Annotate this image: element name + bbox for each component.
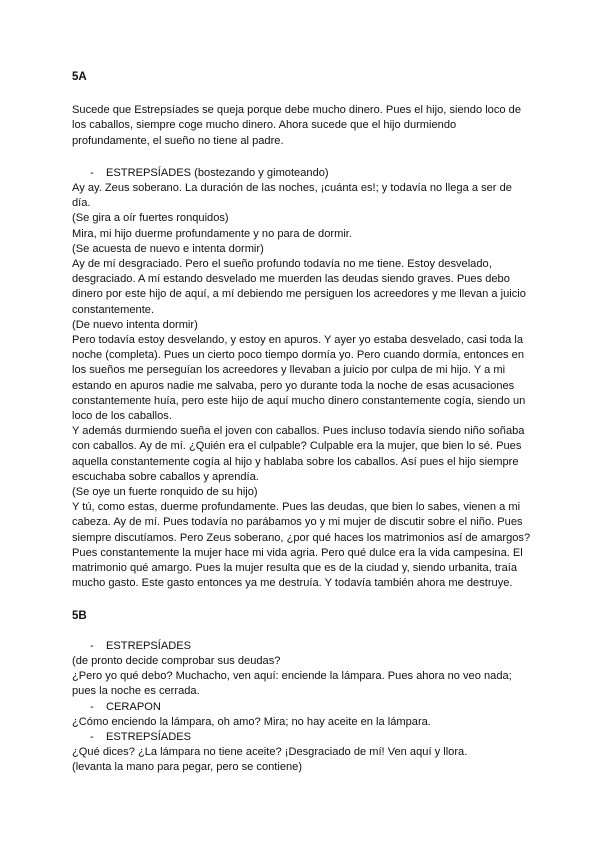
section-5a-intro: Sucede que Estrepsíades se queja porque debe mucho dinero. Pues el hijo, siendo loco de los caballos, siempre coge mucho dinero. Ahora sucede que el hijo durmiendo profundamente, el sueño no tiene al padre. bbox=[72, 104, 521, 147]
speaker-estrepsiades-2 bbox=[72, 639, 532, 654]
stage-direction: (levanta la mano para pegar, pero se contiene) bbox=[72, 761, 303, 774]
speaker-cerapon bbox=[72, 700, 532, 715]
dialogue-line: Mira, mi hijo duerme profundamente y no para de dormir. bbox=[72, 227, 352, 240]
section-5b-heading: 5B bbox=[72, 609, 87, 622]
speaker-label: ESTREPSÍADES (bostezando y gimoteando) bbox=[106, 166, 329, 179]
dash-bullet: - bbox=[90, 700, 94, 713]
speaker-label: ESTREPSÍADES bbox=[106, 730, 192, 743]
dialogue-line: Y además durmiendo sueña el joven con caballos. Pues incluso todavía siendo niño soñaba con caballos. Ay de mí. ¿Quién era el culpable? Culpable era la mujer, que bien lo sé. Pues aquella constantemente cogía al hijo y hablaba sobre los caballos. Así pues el hijo siempre escuchaba sobre caballos y aprendía. bbox=[72, 425, 525, 483]
document-body bbox=[72, 70, 532, 776]
dialogue-line: ¿Pero yo qué debo? Muchacho, ven aquí: enciende la lámpara. Pues ahora no veo nada; pues la noche es cerrada. bbox=[72, 670, 512, 698]
dialogue-line: Ay de mí desgraciado. Pero el sueño profundo todavía no me tiene. Estoy desvelado, desgraciado. A mí estando desvelado me muerden las deudas siendo graves. Pues debo dinero por este hijo de aquí, a mí debiendo me persiguen los acreedores y me llevan a juicio constantemente. bbox=[72, 258, 526, 316]
dialogue-line: Ay ay. Zeus soberano. La duración de las noches, ¡cuánta es!; y todavía no llega a ser de día. bbox=[72, 182, 512, 210]
speaker-label: ESTREPSÍADES bbox=[106, 639, 192, 652]
stage-direction: (Se gira a oír fuertes ronquidos) bbox=[72, 212, 229, 225]
dialogue-line: Pero todavía estoy desvelando, y estoy en apuros. Y ayer yo estaba desvelado, casi toda la noche (completa). Pues un cierto poco tiempo dormía yo. Pero cuando dormía, entonces en los sueños me perseguían los acreedores y llevaban a juicio por culpa de mi hijo. Y a mi estando en apuros nadie me salvaba, pero yo durante toda la noche de esas acusaciones constantemente huía, pero este hijo de aquí mucho dinero constantemente cogía, siendo un loco de los caballos. bbox=[72, 334, 526, 423]
stage-direction: (Se oye un fuerte ronquido de su hijo) bbox=[72, 486, 258, 499]
dash-bullet: - bbox=[90, 166, 94, 179]
stage-direction: (de pronto decide comprobar sus deudas? bbox=[72, 654, 281, 667]
dash-bullet: - bbox=[90, 639, 94, 652]
dash-bullet: - bbox=[90, 730, 94, 743]
stage-direction: (Se acuesta de nuevo e intenta dormir) bbox=[72, 242, 264, 255]
stage-direction: (De nuevo intenta dormir) bbox=[72, 318, 198, 331]
dialogue-line: ¿Cómo enciendo la lámpara, oh amo? Mira; no hay aceite en la lámpara. bbox=[72, 715, 431, 728]
speaker-estrepsiades-1 bbox=[72, 166, 532, 181]
dialogue-line: Y tú, como estas, duerme profundamente. Pues las deudas, que bien lo sabes, vienen a mi cabeza. Ay de mí. Pues todavía no parábamos yo y mi mujer de discutir sobre el niño. Pues siempre discutíamos. Pero Zeus soberano, ¿por qué haces los matrimonios así de amargos? Pues constantemente la mujer hace mi vida agria. Pero qué dulce era la vida campesina. El matrimonio qué amargo. Pues la mujer resulta que es de la ciudad y, siendo urbanita, traía mucho gasto. Este gasto entonces ya me destruía. Y todavía también ahora me destruye. bbox=[72, 501, 531, 590]
section-5a-heading: 5A bbox=[72, 71, 87, 83]
dialogue-line: ¿Qué dices? ¿La lámpara no tiene aceite? ¡Desgraciado de mí! Ven aquí y llora. bbox=[72, 746, 468, 759]
speaker-label: CERAPON bbox=[106, 700, 161, 713]
speaker-estrepsiades-3 bbox=[72, 730, 532, 745]
